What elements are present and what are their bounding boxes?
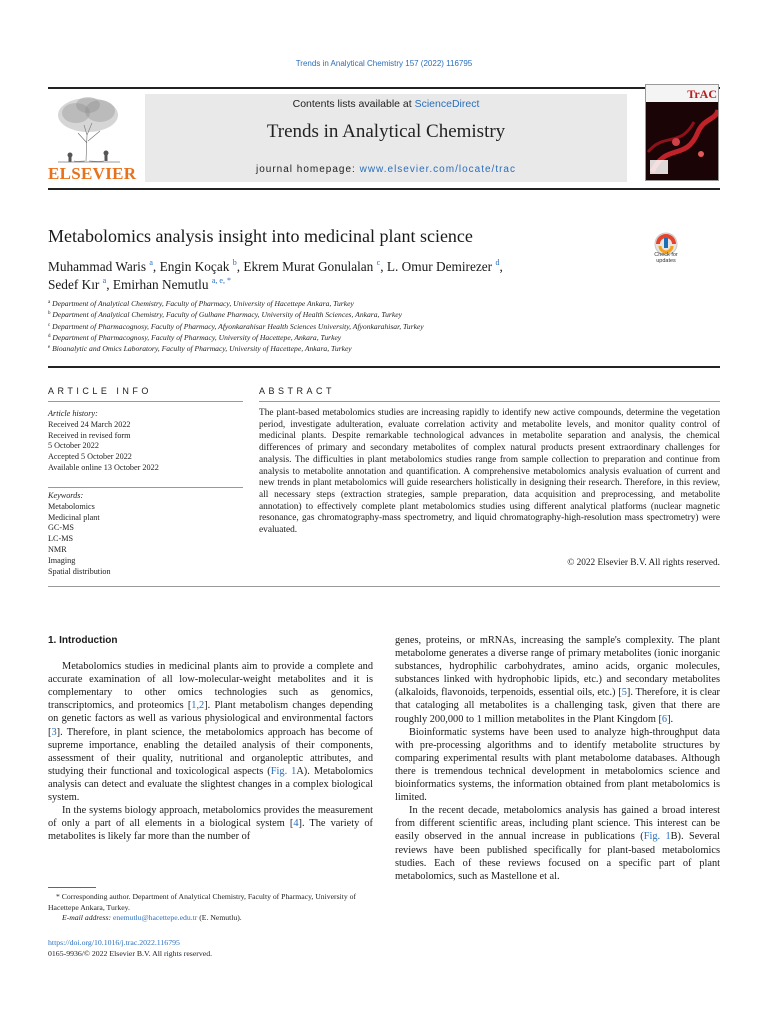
citation-link[interactable]: 6 [661, 713, 668, 725]
history-item: Received 24 March 2022 [48, 419, 131, 429]
affiliation-key: d [48, 333, 51, 339]
email-suffix: (E. Nemutlu). [199, 913, 242, 922]
citation-link[interactable]: 1,2 [191, 700, 205, 712]
sciencedirect-link[interactable]: ScienceDirect [414, 98, 480, 110]
author-name[interactable]: Engin Koçak [159, 259, 230, 274]
cover-artwork-icon [646, 102, 719, 181]
citation-link[interactable]: 5 [621, 687, 627, 699]
author-affiliation-marker[interactable]: a [149, 258, 153, 267]
footnote-rule [48, 887, 96, 888]
keywords-label: Keywords: [48, 491, 84, 500]
abstract-text: The plant-based metabolomics studies are increasing rapidly to identify new active compounds, determine the vegetation period, investigate adulteration, evaluate correlation activity and metabolite levels, and monitor quality control of medicinal plants. Despite remarkable technological advances in metabolite separation and analysis, the chemical differences of primary and secondary metabolites of complex natural products present extraordinary challenges for analysis. The difficulties in plant metabolomics studies range from sample collection to preparation and continue from analysis to metabolite annotation and quantification. A comprehensive metabolomics analysis evaluation of current and new trends in plant metabolomics will guide researchers holistically in designing their research. Therefore, in this review, all necessary steps (extraction strategies, sample preparation, data acquisition and preprocessing, and metabolite annotation) to effectively complete plant metabolomics studies using different analytical platforms (nuclear magnetic resonance, gas chromatography-mass spectrometry, and liquid chromatography-high-resolution mass spectrometry) were evaluated. [259, 408, 720, 536]
affiliation-key: a [48, 300, 51, 305]
email-label: E-mail address: [62, 913, 112, 922]
journal-homepage-link[interactable]: www.elsevier.com/locate/trac [359, 164, 516, 175]
intro-paragraph-2 [48, 804, 373, 843]
author-affiliation-marker[interactable]: a, e, * [211, 276, 231, 285]
text-run: ]. Therefore, in plant science, the metabolomics approach has become of supreme importance, enabling the detailed analysis of their components, assessment of their quality, nutritional and organoleptic attributes, and studying their functional and toxicological aspects ( [48, 726, 373, 777]
author-affiliation-marker[interactable]: b [232, 258, 237, 267]
text-run: ]. Plant metabolism changes depending on genetic factors as well as various physiological and environmental factors [ [48, 700, 373, 738]
text-run: ]. Therefore, it is clear that cataloging all metabolites is a challenging task, given that there are roughly 200,000 to 1 million metabolites in the Plant Kingdom [ [395, 687, 721, 725]
affiliation-text: Department of Pharmacognosy, Faculty of Pharmacy, Afyonkarahisar Health Sciences University, Afyonkarahisar, Turkey [50, 321, 424, 331]
check-for-updates-label[interactable]: Check for updates [654, 252, 678, 264]
abstract-bottom-rule [48, 586, 720, 587]
author-name[interactable]: Emirhan Nemutlu [112, 277, 209, 292]
history-item: Accepted 5 October 2022 [48, 452, 132, 462]
body-column-right [395, 634, 720, 883]
doi-link[interactable]: https://doi.org/10.1016/j.trac.2022.116795 [48, 938, 180, 947]
journal-masthead [145, 94, 627, 182]
affiliation-key: e [48, 345, 51, 351]
keyword-item: Imaging [48, 555, 76, 565]
text-run: In the recent decade, metabolomics analysis has gained a broad interest from different scientific areas, including plant science. This interest can be easily observed in the annual increase in publications ( [395, 805, 720, 843]
keyword-item: NMR [48, 544, 67, 554]
keyword-item: Medicinal plant [48, 512, 100, 522]
contents-prefix: Contents lists available at [292, 98, 415, 110]
author-affiliation-marker[interactable]: a [102, 276, 107, 285]
corresponding-author-footnote [48, 892, 373, 924]
keyword-item: Spatial distribution [48, 566, 111, 576]
journal-cover-image [645, 84, 719, 181]
author-name[interactable]: L. Omur Demirezer [386, 259, 493, 274]
keywords-rule [48, 487, 243, 488]
keyword-item: LC-MS [48, 534, 74, 544]
history-item: Available online 13 October 2022 [48, 462, 159, 472]
affiliation-line [48, 309, 728, 320]
keywords-block [48, 491, 243, 577]
section-heading-introduction: 1. Introduction [48, 635, 118, 646]
text-run: genes, proteins, or mRNAs, increasing the sample's complexity. The plant metabolome generates a diverse range of primary metabolites (ionic inorganic substances, hydrophilic carbohydrates, amino acids, organic molecules, substances linked with hydrophobic lipids, etc.) and secondary metabolites (alkaloids, flavonoids, terpenoids, essential oils, etc.) [ [395, 635, 720, 699]
elsevier-tree-icon [48, 95, 130, 163]
text-run: ]. [667, 713, 674, 725]
abstract-rule [259, 401, 720, 402]
homepage-prefix: journal homepage: [255, 164, 360, 175]
history-item: Received in revised form [48, 430, 131, 440]
elsevier-wordmark: ELSEVIER [48, 164, 137, 183]
abstract-copyright: © 2022 Elsevier B.V. All rights reserved. [567, 558, 720, 568]
affiliation-list [48, 298, 728, 354]
affiliation-text: Bioanalytic and Omics Laboratory, Faculty of Pharmacy, University of Hacettepe, Ankara, Turkey [50, 344, 352, 354]
article-history [48, 409, 243, 474]
figure-link[interactable]: Fig. 1 [270, 765, 297, 777]
author-name[interactable]: Ekrem Murat Gonulalan [243, 259, 374, 274]
abstract-heading: ABSTRACT [259, 386, 336, 396]
body-column-left [48, 634, 373, 843]
journal-homepage-line [145, 164, 627, 175]
text-run: In the systems biology approach, metabolomics provides the measurement of only a part of all elements in a biological system [ [48, 805, 373, 830]
text-run: A). Metabolomics analysis can detect and evaluate the slightest changes in a complex biological system. [48, 765, 374, 804]
journal-title: Trends in Analytical Chemistry [266, 121, 506, 142]
affiliation-text: Department of Pharmacognosy, Faculty of Pharmacy, University of Hacettepe, Ankara, Turkey [50, 332, 342, 342]
contents-line [145, 98, 627, 110]
affiliation-line [48, 343, 728, 354]
article-history-label: Article history: [48, 409, 98, 418]
masthead-bottom-rule [48, 188, 720, 190]
affiliation-text: Department of Analytical Chemistry, Faculty of Pharmacy, University of Hacettepe Ankara, Turkey [50, 299, 354, 308]
email-line [48, 913, 373, 924]
author-name[interactable]: Sedef Kır [48, 277, 100, 292]
masthead-top-rule [48, 87, 720, 89]
intro-paragraph-3: Bioinformatic systems have been used to analyze high-throughput data with pre-processing algorithms and to identify metabolite structures by comparing experimental results with plant metabolome databases. Although there is tremendous technical development in metabolomics science and bioinformatics systems, the information obtained from plant metabolomics is limited. [395, 726, 720, 804]
author-list: Muhammad Waris $^a$, Engin Koçak $^b$, Ekrem Murat Gonulalan $^c$, L. Omur Demirezer $^d$, Sedef Kır $^a$, Emirhan Nemutlu $^{a, e, *}$ [48, 258, 503, 292]
text-run: ]. The variety of metabolites is likely far more than the number of [48, 818, 373, 843]
section-rule [48, 366, 720, 368]
affiliation-line [48, 298, 728, 309]
affiliation-key: c [48, 322, 51, 328]
cover-trac-logo: TrAC [687, 87, 717, 101]
corresponding-author-text: * Corresponding author. Department of Analytical Chemistry, Faculty of Pharmacy, University of Hacettepe Ankara, Turkey. [48, 892, 357, 912]
text-run: B). Several reviews have been published specifically for plant-based metabolomics studies. Each of these reviews focused on a specific part of plant metabolomics, such as Mastellone et al. [395, 831, 720, 882]
affiliation-line [48, 321, 728, 332]
intro-paragraph-2-continued [395, 634, 720, 726]
text-run: Metabolomics studies in medicinal plants aim to provide a complete and accurate examination of all low-molecular-weight metabolites and it is complementary to other omics technologies such as genomics, transcriptomics, and proteomics [ [48, 661, 373, 712]
affiliation-line [48, 332, 728, 343]
article-title: Metabolomics analysis insight into medicinal plant science [48, 226, 473, 246]
history-item: 5 October 2022 [48, 441, 99, 451]
article-info-rule [48, 401, 243, 402]
cover-header [646, 85, 719, 102]
intro-paragraph-1 [48, 660, 373, 804]
journal-reference-link[interactable]: Trends in Analytical Chemistry 157 (2022) 116795 [295, 59, 473, 68]
keyword-item: Metabolomics [48, 501, 95, 511]
citation-link[interactable]: 3 [51, 726, 57, 738]
figure-link[interactable]: Fig. 1 [643, 831, 671, 843]
issn-copyright: 0165-9936/© 2022 Elsevier B.V. All rights reserved. [48, 949, 213, 958]
author-affiliation-marker[interactable]: d [495, 258, 500, 267]
citation-link[interactable]: 4 [293, 818, 299, 830]
intro-paragraph-4 [395, 804, 720, 883]
keyword-item: GC-MS [48, 523, 74, 533]
author-name[interactable]: Muhammad Waris [48, 259, 147, 274]
author-email-link[interactable]: enemutlu@hacettepe.edu.tr [112, 913, 198, 922]
affiliation-text: Department of Analytical Chemistry, Faculty of Gulhane Pharmacy, University of Health Sciences, Ankara, Turkey [50, 310, 402, 320]
article-info-heading: ARTICLE INFO [48, 386, 152, 396]
elsevier-logo [48, 95, 137, 183]
author-affiliation-marker[interactable]: c [376, 258, 381, 267]
affiliation-key: b [48, 311, 51, 317]
